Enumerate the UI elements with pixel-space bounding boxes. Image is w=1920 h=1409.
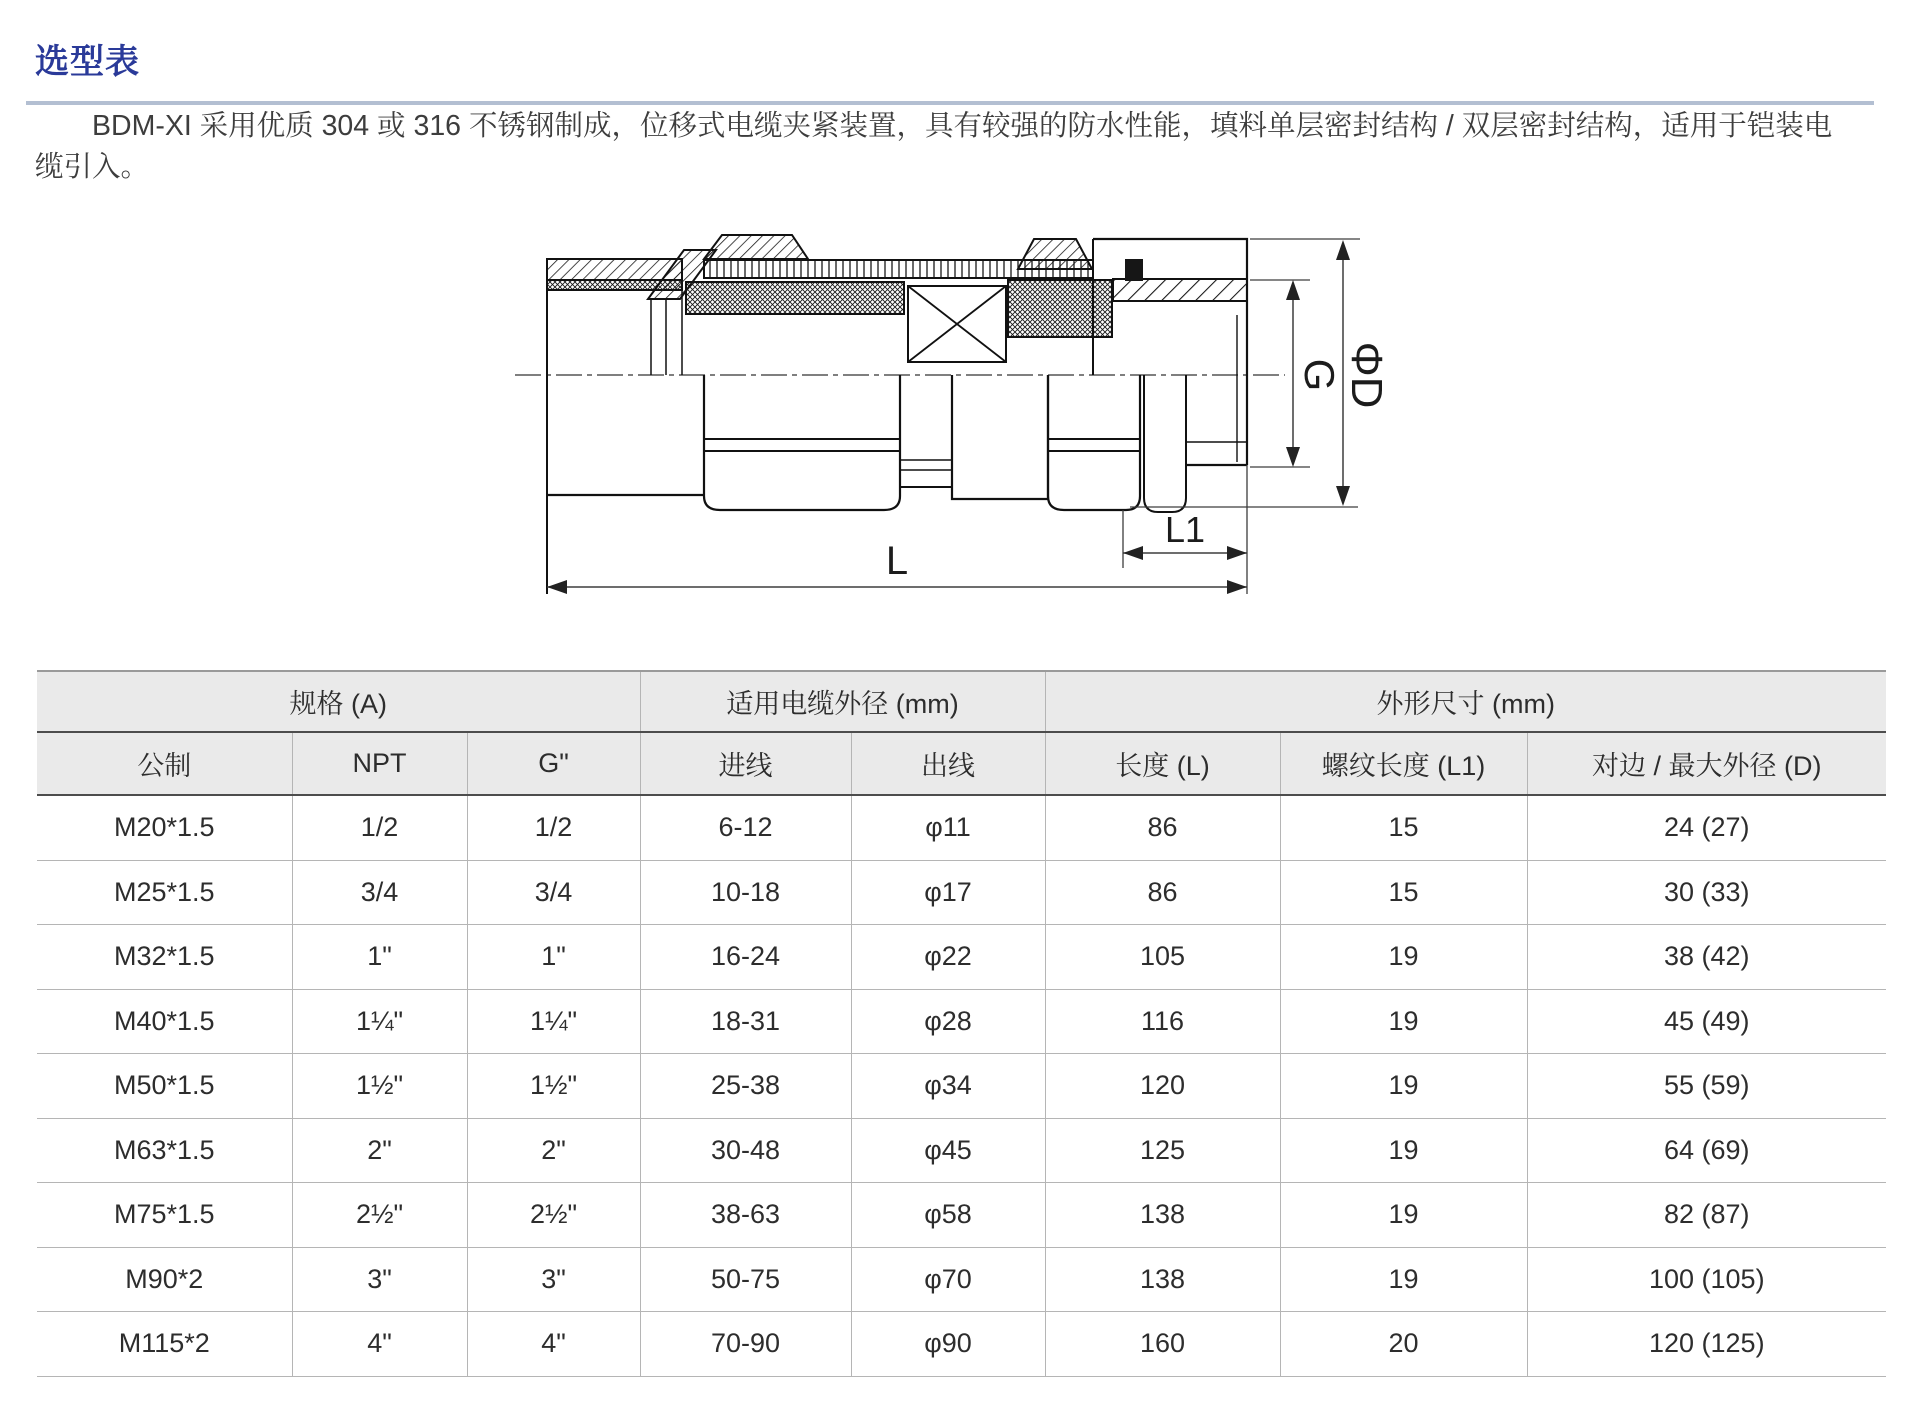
table-cell: 2"	[467, 1118, 640, 1183]
table-cell: 45 (49)	[1527, 989, 1886, 1054]
seal-ring-section	[1125, 259, 1143, 281]
dim-label-L1: L1	[1164, 509, 1206, 550]
table-cell: 64 (69)	[1527, 1118, 1886, 1183]
col-header-npt: NPT	[292, 732, 467, 795]
table-row	[37, 1118, 1886, 1183]
table-cell: 50-75	[640, 1247, 851, 1312]
table-cell: 160	[1045, 1312, 1280, 1377]
table-cell: 1½"	[292, 1054, 467, 1119]
table-cell: 86	[1045, 795, 1280, 860]
armor-clamp-right	[1008, 280, 1112, 337]
table-cell: 82 (87)	[1527, 1183, 1886, 1248]
table-cell: 4"	[467, 1312, 640, 1377]
right-fitting-hatch	[1113, 279, 1247, 301]
table-cell: 19	[1280, 1247, 1527, 1312]
table-cell: M115*2	[37, 1312, 292, 1377]
selection-table	[37, 670, 1886, 1377]
table-row	[37, 925, 1886, 990]
table-row	[37, 1247, 1886, 1312]
nut-a-cap	[704, 235, 808, 259]
table-cell: φ58	[851, 1183, 1045, 1248]
table-cell: M63*1.5	[37, 1118, 292, 1183]
locknut	[1144, 375, 1186, 512]
table-header	[37, 671, 1886, 795]
table-row	[37, 860, 1886, 925]
table-cell: 120 (125)	[1527, 1312, 1886, 1377]
table-row	[37, 795, 1886, 860]
page-title: 选型表	[35, 43, 140, 81]
table-cell: 15	[1280, 860, 1527, 925]
table-cell: 24 (27)	[1527, 795, 1886, 860]
table-row	[37, 1312, 1886, 1377]
table-cell: 55 (59)	[1527, 1054, 1886, 1119]
table-cell: φ34	[851, 1054, 1045, 1119]
table-cell: 1½"	[467, 1054, 640, 1119]
table-cell: 2"	[292, 1118, 467, 1183]
table-cell: 86	[1045, 860, 1280, 925]
table-cell: 20	[1280, 1312, 1527, 1377]
dim-label-G: G	[1296, 358, 1343, 392]
col-header-thread-length-l1: 螺纹长度 (L1)	[1280, 732, 1527, 795]
table-body	[37, 795, 1886, 1376]
table-cell: 120	[1045, 1054, 1280, 1119]
table-cell: 105	[1045, 925, 1280, 990]
group-header-row	[37, 671, 1886, 732]
title-divider	[26, 101, 1874, 105]
table-cell: 16-24	[640, 925, 851, 990]
table-cell: 38 (42)	[1527, 925, 1886, 990]
table-cell: 2½"	[292, 1183, 467, 1248]
table-cell: 1/2	[467, 795, 640, 860]
hex-nut-a	[704, 375, 900, 510]
table-cell: 19	[1280, 1054, 1527, 1119]
table-row	[37, 1183, 1886, 1248]
table-cell: 25-38	[640, 1054, 851, 1119]
hex-nut-a-facets	[704, 439, 900, 451]
table-cell: 1/2	[292, 795, 467, 860]
col-header-outlet: 出线	[851, 732, 1045, 795]
table-cell: φ90	[851, 1312, 1045, 1377]
table-cell: 15	[1280, 795, 1527, 860]
table-cell: 1¼"	[467, 989, 640, 1054]
table-cell: 19	[1280, 925, 1527, 990]
table-cell: 10-18	[640, 860, 851, 925]
table-cell: 19	[1280, 989, 1527, 1054]
table-cell: 6-12	[640, 795, 851, 860]
right-fitting-outline	[1093, 239, 1247, 465]
table-cell: 2½"	[467, 1183, 640, 1248]
table-cell: 1"	[292, 925, 467, 990]
table-cell: M50*1.5	[37, 1054, 292, 1119]
table-cell: 38-63	[640, 1183, 851, 1248]
table-cell: M90*2	[37, 1247, 292, 1312]
table-cell: 116	[1045, 989, 1280, 1054]
table-cell: 30-48	[640, 1118, 851, 1183]
table-cell: 18-31	[640, 989, 851, 1054]
dim-label-L: L	[885, 539, 909, 583]
table-cell: M32*1.5	[37, 925, 292, 990]
table-cell: φ45	[851, 1118, 1045, 1183]
table-cell: 30 (33)	[1527, 860, 1886, 925]
table-cell: 138	[1045, 1183, 1280, 1248]
table-cell: 3/4	[292, 860, 467, 925]
col-header-g: G"	[467, 732, 640, 795]
washer-lines	[651, 290, 682, 375]
table-cell: 3"	[292, 1247, 467, 1312]
column-header-row	[37, 732, 1886, 795]
middle-body	[952, 375, 1048, 499]
col-header-length-l: 长度 (L)	[1045, 732, 1280, 795]
table-cell: φ17	[851, 860, 1045, 925]
table-cell: φ11	[851, 795, 1045, 860]
nut-b-cap	[1018, 239, 1092, 269]
table-cell: 125	[1045, 1118, 1280, 1183]
table-row	[37, 1054, 1886, 1119]
table-cell: M75*1.5	[37, 1183, 292, 1248]
hex-nut-b	[1048, 375, 1140, 510]
table-row	[37, 989, 1886, 1054]
table-cell: φ28	[851, 989, 1045, 1054]
table-cell: 4"	[292, 1312, 467, 1377]
spacer-lines	[900, 460, 952, 470]
table-cell: φ70	[851, 1247, 1045, 1312]
table-cell: 19	[1280, 1118, 1527, 1183]
table-cell: 138	[1045, 1247, 1280, 1312]
group-header-spec: 规格 (A)	[37, 671, 640, 732]
col-header-metric: 公制	[37, 732, 292, 795]
table-cell: 1"	[467, 925, 640, 990]
group-header-dimensions: 外形尺寸 (mm)	[1045, 671, 1886, 732]
table-cell: M40*1.5	[37, 989, 292, 1054]
col-header-across-flats-d: 对边 / 最大外径 (D)	[1527, 732, 1886, 795]
table-cell: M25*1.5	[37, 860, 292, 925]
table-cell: 70-90	[640, 1312, 851, 1377]
group-header-cable-od: 适用电缆外径 (mm)	[640, 671, 1045, 732]
table-cell: 19	[1280, 1183, 1527, 1248]
table-cell: 100 (105)	[1527, 1247, 1886, 1312]
hex-nut-b-facets	[1048, 439, 1140, 451]
table-cell: 3"	[467, 1247, 640, 1312]
table-cell: M20*1.5	[37, 795, 292, 860]
table-cell: 3/4	[467, 860, 640, 925]
table-cell: 1¼"	[292, 989, 467, 1054]
col-header-inlet: 进线	[640, 732, 851, 795]
cable-gland-drawing	[430, 170, 1470, 622]
left-body-hatch	[547, 259, 682, 280]
intro-paragraph: BDM-XI 采用优质 304 或 316 不锈钢制成，位移式电缆夹紧装置，具有较强的防水性能，填料单层密封结构 / 双层密封结构，适用于铠装电缆引入。	[35, 110, 1833, 183]
dim-label-D: ΦD	[1342, 341, 1391, 409]
table-cell: φ22	[851, 925, 1045, 990]
armor-clamp-left	[686, 282, 904, 314]
